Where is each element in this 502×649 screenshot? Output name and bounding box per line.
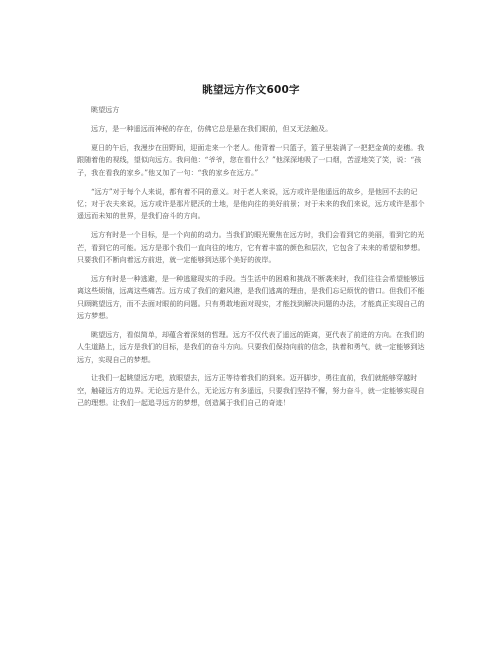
paragraph: “远方”对于每个人来说，都有着不同的意义。对于老人来说，远方或许是他遥远的故乡，是他回不去的记忆；对于农夫来说，远方或许是那片肥沃的土地，是他向往的美好前景；对于未来的我们来说，远方或许是那个遥远而未知的世界，是我们奋斗的方向。: [77, 186, 425, 221]
paragraph: 远方有时是一个目标，是一个向前的动力。当我们的眼光聚焦在远方时，我们会看到它的美丽，看到它的光芒，看到它的可能。远方是那个我们一直向往的地方，它有着丰富的颜色和层次，它包含了未来的希望和梦想。只要我们不断向着远方前进，就一定能够到达那个美好的彼岸。: [77, 230, 425, 265]
paragraph: 让我们一起眺望远方吧，放眼望去，远方正等待着我们的到来。迈开脚步，勇往直前，我们就能够穿越时空，触碰远方的边界。无论远方是什么，无论远方有多遥远，只要我们坚持不懈，努力奋斗，就一定能够实现自己的理想。让我们一起追寻远方的梦想，创造属于我们自己的奇迹！: [77, 373, 425, 408]
document-subtitle: 眺望远方: [91, 105, 120, 114]
paragraph: 眺望远方，看似简单，却蕴含着深刻的哲理。远方不仅代表了遥远的距离，更代表了前进的方向。在我们的人生道路上，远方是我们的目标，是我们的奋斗方向。只要我们保持向前的信念，执着和勇气，就一定能够到达远方，实现自己的梦想。: [77, 329, 425, 364]
document-body: [77, 104, 429, 416]
paragraph: 夏日的午后，我漫步在田野间，迎面走来一个老人。他背着一只篮子，篮子里装满了一把把金黄的麦穗。我跟随着他的视线，望似向远方。我问他：“爷爷，您在看什么？”他深深地吸了一口烟，苦涩地笑了笑，说：“孩子，我在看我的家乡。”他又加了一句：“我的家乡在远方。”: [77, 143, 425, 177]
document-title: 眺望远方作文600字: [202, 84, 300, 96]
paragraph: 远方有时是一种逃避，是一种逃避现实的手段。当生活中的困难和挑战不断袭来时，我们往往会希望能够远离这些烦恼，远离这些痛苦。远方成了我们的避风港，是我们逃离的理由，是我们忘记烦忧的借口。但我们不能只顾眺望远方，而不去面对眼前的问题。只有勇敢地面对现实，才能找到解决问题的办法，才能真正实现自己的远方梦想。: [77, 273, 425, 321]
paragraph: 远方，是一种遥远而神秘的存在，仿佛它总是悬在我们眼前，但又无法触及。: [91, 124, 333, 134]
